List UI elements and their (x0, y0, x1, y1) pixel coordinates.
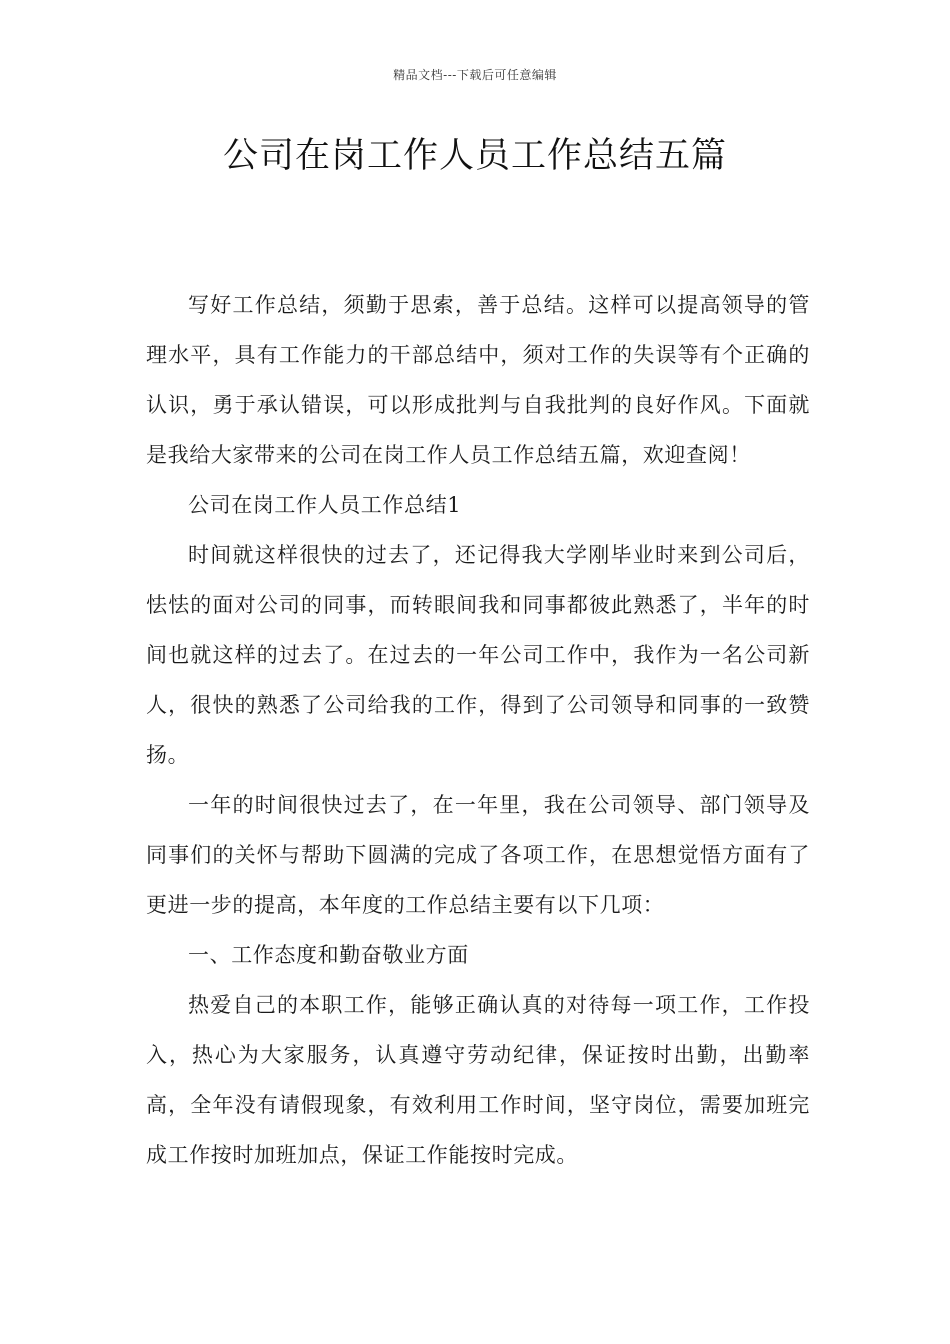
section-heading-summary-1: 公司在岗工作人员工作总结1 (188, 493, 462, 517)
page-header-note: 精品文档---下载后可任意编辑 (393, 68, 557, 82)
body-paragraph: 一年的时间很快过去了，在一年里，我在公司领导、部门领导及同事们的关怀与帮助下圆满的完成了各项工作，在思想觉悟方面有了更进一步的提高，本年度的工作总结主要有以下几项： (146, 793, 810, 917)
document-title: 公司在岗工作人员工作总结五篇 (222, 136, 727, 176)
body-paragraph: 时间就这样很快的过去了，还记得我大学刚毕业时来到公司后，怯怯的面对公司的同事，而转眼间我和同事都彼此熟悉了，半年的时间也就这样的过去了。在过去的一年公司工作中，我作为一名公司新人，很快的熟悉了公司给我的工作，得到了公司领导和同事的一致赞扬。 (146, 543, 810, 767)
subsection-heading: 一、工作态度和勤奋敬业方面 (188, 943, 469, 967)
intro-paragraph: 写好工作总结，须勤于思索，善于总结。这样可以提高领导的管理水平，具有工作能力的干部总结中，须对工作的失误等有个正确的认识，勇于承认错误，可以形成批判与自我批判的良好作风。下面就是我给大家带来的公司在岗工作人员工作总结五篇，欢迎查阅！ (146, 293, 810, 467)
body-paragraph: 热爱自己的本职工作，能够正确认真的对待每一项工作，工作投入，热心为大家服务，认真遵守劳动纪律，保证按时出勤，出勤率高，全年没有请假现象，有效利用工作时间，坚守岗位，需要加班完成工作按时加班加点，保证工作能按时完成。 (146, 993, 810, 1167)
document-body (146, 280, 810, 1180)
